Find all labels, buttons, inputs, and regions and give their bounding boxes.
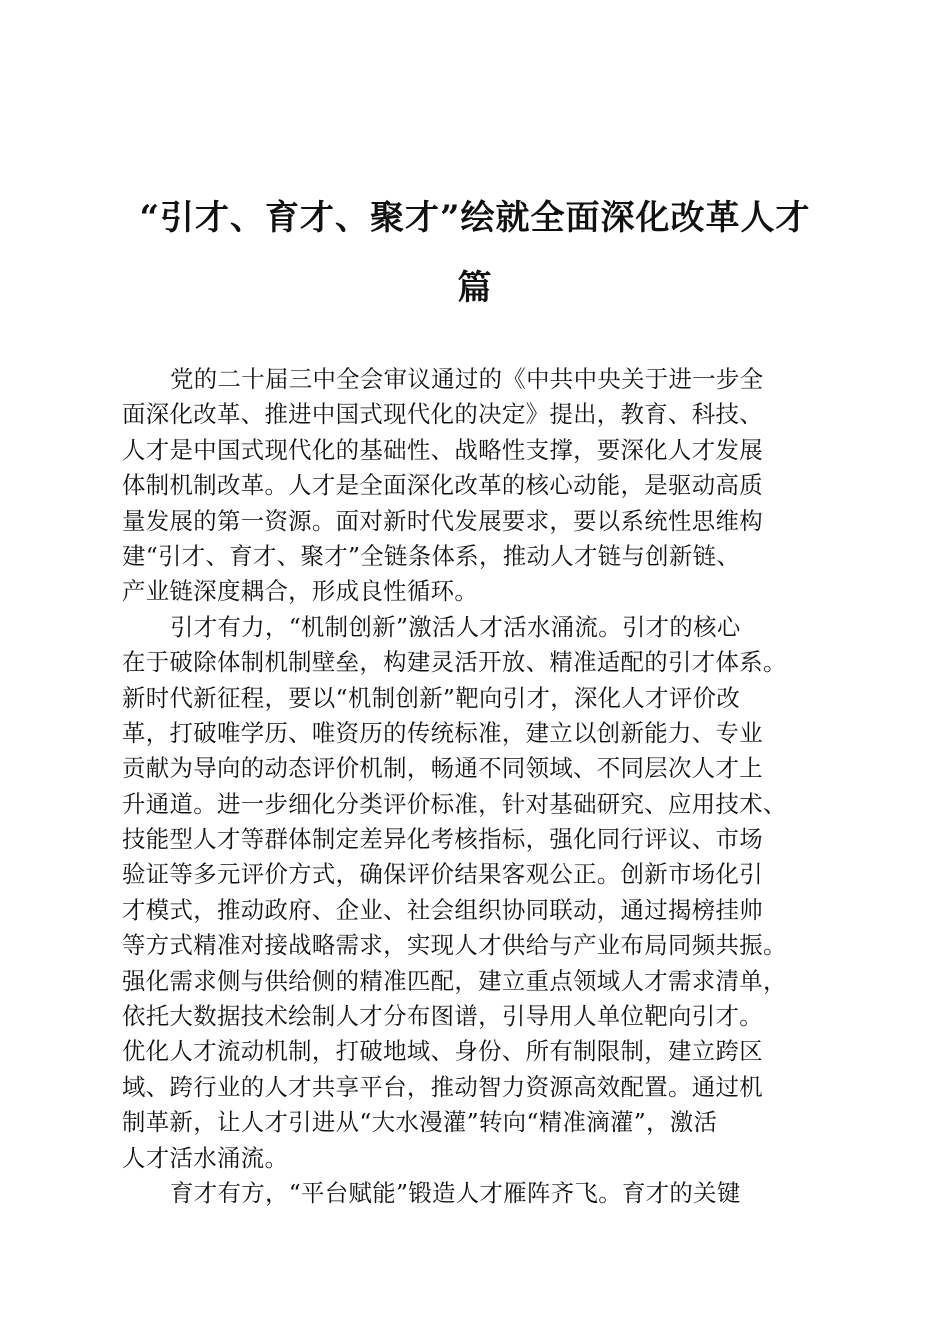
paragraph-2-line-1: 引才有力，“机制创新”激活人才活水涌流。引才的核心 — [170, 612, 741, 641]
paragraph-2-line-12: 依托大数据技术绘制人才分布图谱，引导用人单位靶向引才。 — [122, 1002, 763, 1031]
paragraph-1-line-7: 产业链深度耦合，形成良性循环。 — [122, 577, 479, 606]
paragraph-1-line-1: 党的二十届三中全会审议通过的《中共中央关于进一步全 — [170, 365, 764, 393]
paragraph-1-line-6: 建“引才、育才、聚才”全链条体系，推动人才链与创新链、 — [122, 541, 741, 570]
paragraph-1-line-4: 体制机制改革。人才是全面深化改革的核心动能，是驱动高质 — [122, 471, 763, 500]
paragraph-1-line-5: 量发展的第一资源。面对新时代发展要求，要以系统性思维构 — [122, 506, 763, 535]
document-title-line-2: 篇 — [457, 268, 493, 308]
paragraph-2-line-5: 贡献为导向的动态评价机制，畅通不同领域、不同层次人才上 — [122, 754, 763, 783]
paragraph-2-line-15: 制革新，让人才引进从“大水漫灌”转向“精准滴灌”，激活 — [122, 1108, 718, 1137]
document-body — [122, 362, 837, 1211]
paragraph-2-line-7: 技能型人才等群体制定差异化考核指标，强化同行评议、市场 — [122, 825, 763, 854]
paragraph-2-line-13: 优化人才流动机制，打破地域、身份、所有制限制，建立跨区 — [122, 1037, 763, 1066]
paragraph-2-line-2: 在于破除体制机制壁垒，构建灵活开放、精准适配的引才体系。 — [122, 648, 787, 677]
paragraph-2-line-6: 升通道。进一步细化分类评价标准，针对基础研究、应用技术、 — [122, 789, 787, 818]
paragraph-3-line-1: 育才有方，“平台赋能”锻造人才雁阵齐飞。育才的关键 — [170, 1178, 741, 1207]
document-title-line-1: “引才、育才、聚才”绘就全面深化改革人才 — [139, 198, 811, 238]
paragraph-2-line-9: 才模式，推动政府、企业、社会组织协同联动，通过揭榜挂帅 — [122, 895, 763, 924]
paragraph-2-line-4: 革，打破唯学历、唯资历的传统标准，建立以创新能力、专业 — [122, 718, 763, 747]
paragraph-2-line-10: 等方式精准对接战略需求，实现人才供给与产业布局同频共振。 — [122, 931, 787, 960]
paragraph-2-line-8: 验证等多元评价方式，确保评价结果客观公正。创新市场化引 — [122, 860, 763, 889]
paragraph-2-line-3: 新时代新征程，要以“机制创新”靶向引才，深化人才评价改 — [122, 683, 741, 712]
paragraph-2-line-11: 强化需求侧与供给侧的精准匹配，建立重点领域人才需求清单， — [122, 966, 787, 995]
paragraph-1-line-3: 人才是中国式现代化的基础性、战略性支撑，要深化人才发展 — [122, 435, 763, 464]
paragraph-2-line-14: 域、跨行业的人才共享平台，推动智力资源高效配置。通过机 — [122, 1072, 763, 1101]
paragraph-2-line-16: 人才活水涌流。 — [122, 1143, 289, 1172]
paragraph-1-line-2: 面深化改革、推进中国式现代化的决定》提出，教育、科技、 — [122, 400, 763, 429]
